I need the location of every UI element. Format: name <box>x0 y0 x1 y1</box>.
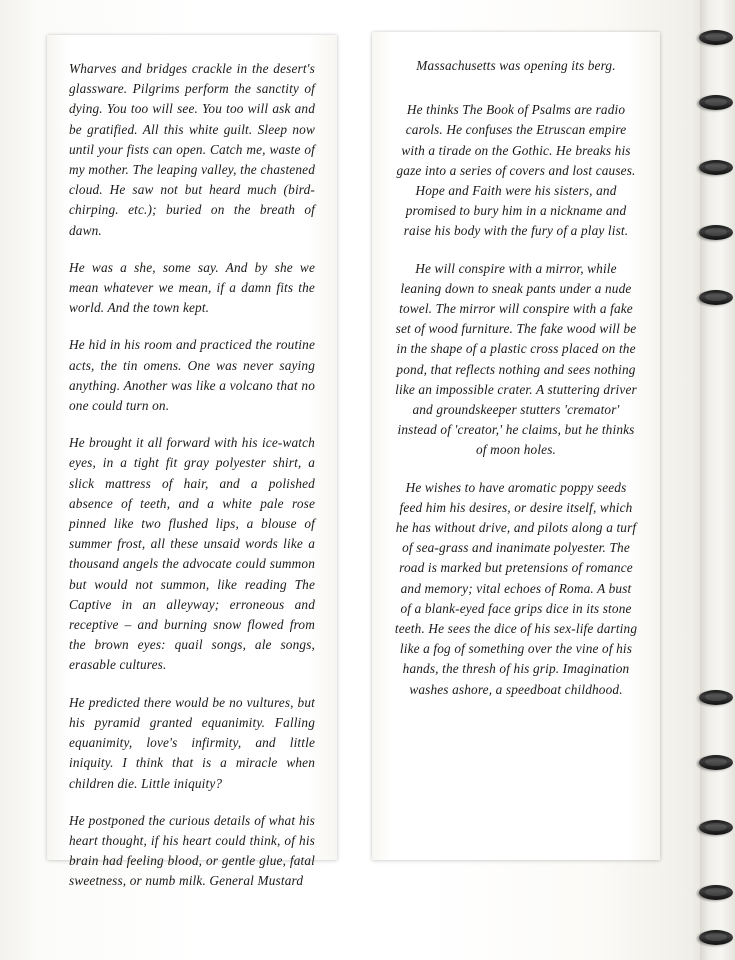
stanza: He postponed the curious details of what his heart thought, if his heart could think, of his brain had feeling blood, or gentle glue, fatal sweetness, or numb milk. General Mustard <box>69 812 315 889</box>
stanza: He hid in his room and practiced the routine acts, the tin omens. One was never saying anything. Another was like a volcano that no one could turn on. <box>69 337 315 414</box>
page-gutter <box>700 0 735 960</box>
stanza: Massachusetts was opening its berg. <box>416 58 616 73</box>
right-text-slip <box>372 32 660 860</box>
stanza: He will conspire with a mirror, while leaning down to sneak pants under a nude towel. The mirror will conspire with a fake set of wood furniture. The fake wood will be in the shape of a plastic cross placed on the pond, that reflects nothing and sees nothing like an impossible crater. A stuttering driver and groundskeeper stutters 'cremator' instead of 'creator,' he claims, but he thinks of moon holes. <box>395 260 637 458</box>
stanza: He brought it all forward with his ice-watch eyes, in a tight fit gray polyester shirt, a slick mattress of hair, and a polished absence of teeth, and a white pale rose pinned like two flushed lips, a blouse of summer frost, all these unsaid words like a thousand angels the advocate could summon but would not summon, like reading The Captive in an alleyway; erroneous and receptive – and burning snow flowed from the brown eyes: quail songs, ale songs, erasable cultures. <box>69 435 315 673</box>
stanza: He thinks The Book of Psalms are radio carols. He confuses the Etruscan empire with a tirade on the Gothic. He breaks his gaze into a series of covers and lost causes. Hope and Faith were his sisters, and promised to bury him in a nickname and raise his body with the fury of a play list. <box>396 102 636 239</box>
stanza: He was a she, some say. And by she we mean whatever we mean, if a damn fits the world. And the town kept. <box>69 259 315 316</box>
stanza: He predicted there would be no vultures, but his pyramid granted equanimity. Falling equanimity, love's infirmity, and little iniquity. I think that is a miracle when children die. Little iniquity? <box>69 694 315 791</box>
stanza: Wharves and bridges crackle in the desert's glassware. Pilgrims perform the sanctity of dying. You too will see. You too will ask and be gratified. All this white guilt. Sleep now until your fists can open. Catch me, waste of my mother. The leaping valley, the chastened cloud. He saw not but heard much (bird-chirping. etc.); buried on the breath of dawn. <box>69 61 315 238</box>
stanza: He wishes to have aromatic poppy seeds feed him his desires, or desire itself, which he has without drive, and pilots along a turf of sea-grass and inanimate polyester. The road is marked but pretensions of romance and memory; vital echoes of Roma. A bust of a blank-eyed face grips dice in its stone teeth. He sees the dice of his sex-life darting like a fog of something over the vine of his hands, the thresh of his grip. Imagination washes ashore, a speedboat childhood. <box>394 479 638 697</box>
right-column-text <box>372 32 660 727</box>
left-text-slip <box>47 35 337 889</box>
left-column-text <box>47 35 337 919</box>
